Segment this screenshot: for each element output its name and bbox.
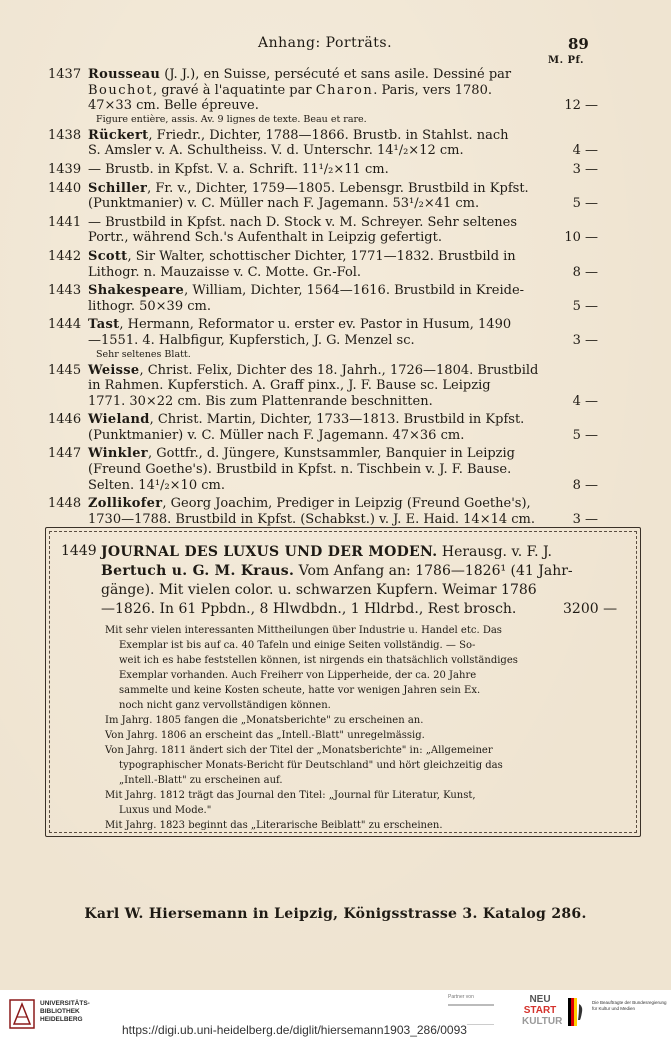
entry-line: [88, 230, 596, 246]
entry-body: [88, 128, 596, 159]
entry-line: [88, 67, 596, 83]
entry-price: 5 —: [572, 196, 598, 212]
feature-line: [101, 600, 639, 619]
federal-eagle-icon: [568, 998, 586, 1026]
entry-price: 5 —: [572, 298, 598, 314]
publisher-footer: Karl W. Hiersemann in Leipzig, Königsstrasse 3. Katalog 286.: [84, 906, 587, 922]
neustart-line-3: KULTUR: [522, 1016, 563, 1027]
feature-text: —1826. In 61 Ppbdn., 8 Hlwdbdn., 1 Hldrbd., Rest brosch.: [101, 601, 517, 617]
entry-line: [88, 394, 596, 410]
entry-name: Tast: [88, 317, 120, 333]
university-library-logo-icon[interactable]: [8, 998, 36, 1030]
entry-text: , Sir Walter, schottischer Dichter, 1771—1832. Brustbild in: [127, 248, 516, 264]
entry-line: [88, 249, 596, 265]
entry-note: Sehr seltenes Blatt.: [96, 348, 191, 360]
entry-text: —1551. 4. Halbfigur, Kupferstich, J. G. Menzel sc.: [88, 332, 415, 348]
entry-text: , Friedr., Dichter, 1788—1866. Brustb. in Stahlst. nach: [148, 127, 509, 143]
entry-line: [88, 478, 596, 494]
entry-number: 1437: [48, 67, 82, 82]
entry-text: , gravé à l'aquatinte par: [152, 82, 316, 98]
entry-text: (Punktmanier) v. C. Müller nach F. Jagemann. 47×36 cm.: [88, 427, 465, 443]
running-head: [0, 35, 671, 53]
catalog-entry: [48, 283, 596, 314]
entry-line: [88, 181, 596, 197]
feature-note-line: Von Jahrg. 1806 an erscheint das „Intell.-Blatt" unregelmässig.: [105, 730, 425, 741]
feature-entry: [61, 543, 639, 833]
entry-name: Rousseau: [88, 67, 161, 82]
feature-note-line: Exemplar ist bis auf ca. 40 Tafeln und einige Seiten vollständig. — So-: [119, 640, 476, 651]
feature-text: Herausg. v. F. J.: [437, 544, 553, 560]
entry-line: [88, 317, 596, 333]
feature-note-line: „Intell.-Blatt" zu erscheinen auf.: [119, 775, 283, 786]
entry-text: in Rahmen. Kupferstich. A. Graff pinx., J. F. Bause sc. Leipzig: [88, 378, 491, 394]
entry-name: Shakespeare: [88, 283, 185, 299]
entry-price: 3 —: [572, 161, 598, 177]
entry-line: [88, 446, 596, 462]
bkm-label: Die Beauftragte der Bundesregierung für Kultur und Medien: [592, 1000, 667, 1011]
entry-price: 3 —: [572, 511, 598, 527]
entry-line: [88, 83, 596, 99]
entry-name: Wieland: [88, 412, 150, 428]
feature-body: [101, 543, 639, 619]
entry-price: 10 —: [564, 230, 598, 246]
entry-list: [48, 67, 596, 530]
entry-text: Portr., während Sch.'s Aufenthalt in Leipzig gefertigt.: [88, 230, 442, 246]
page-url[interactable]: https://digi.ub.uni-heidelberg.de/diglit/hiersemann1903_286/0093: [122, 1023, 467, 1037]
entry-price: 4 —: [572, 143, 598, 159]
entry-text: 1730—1788. Brustbild in Kpfst. (Schabkst.) v. J. E. Haid. 14×14 cm.: [88, 511, 536, 527]
entry-text: (J. J.), en Suisse, persécuté et sans asile. Dessiné par: [160, 67, 512, 82]
entry-line: [88, 283, 596, 299]
university-library-name: [40, 1000, 90, 1024]
entry-number: 1447: [48, 446, 82, 462]
partner-label: Partner von: [448, 994, 474, 1000]
entry-body: [88, 363, 596, 410]
feature-note-line: weit ich es habe feststellen können, ist nirgends ein thatsächlich vollständiges: [119, 655, 518, 666]
entry-text: , Hermann, Reformator u. erster ev. Pastor in Husum, 1490: [119, 317, 512, 333]
feature-note-line: Luxus und Mode.": [119, 805, 212, 816]
catalog-entry: [48, 496, 596, 527]
entry-text: , Christ. Felix, Dichter des 18. Jahrh., 1726—1804. Brustbild: [139, 362, 539, 378]
feature-price: 3200 —: [563, 601, 618, 617]
catalog-entry: [48, 181, 596, 212]
entry-number: 1446: [48, 412, 82, 428]
entry-price: 12 —: [564, 98, 598, 114]
entry-price: 8 —: [572, 264, 598, 280]
library-line-3: HEIDELBERG: [40, 1016, 83, 1023]
feature-number: 1449: [61, 543, 97, 559]
entry-price: 8 —: [572, 477, 598, 493]
entry-name: Weisse: [88, 362, 140, 378]
entry-text: , Fr. v., Dichter, 1759—1805. Lebensgr. Brustbild in Kpfst.: [147, 180, 529, 196]
entry-engraver: Charon: [315, 82, 374, 98]
feature-note-line: Mit sehr vielen interessanten Mittheilungen über Industrie u. Handel etc. Das: [105, 625, 502, 636]
feature-note-line: Mit Jahrg. 1812 trägt das Journal den Titel: „Journal für Literatur, Kunst,: [105, 790, 476, 801]
library-line-1: UNIVERSITÄTS-: [40, 1000, 90, 1007]
feature-note-line: noch nicht ganz vervollständigen können.: [119, 700, 331, 711]
entry-line: [88, 496, 596, 512]
feature-line: [101, 562, 639, 581]
entry-number: 1442: [48, 248, 82, 264]
entry-number: 1439: [48, 161, 82, 177]
neustart-line-2: START: [523, 1005, 557, 1016]
entry-line: [88, 215, 596, 231]
entry-line: [88, 462, 596, 478]
catalog-entry: [48, 317, 596, 359]
entry-text: , Gottfr., d. Jüngere, Kunstsammler, Banquier in Leipzig: [147, 446, 515, 462]
entry-text: (Punktmanier) v. C. Müller nach F. Jagemann. 53¹/₂×41 cm.: [88, 196, 480, 212]
catalog-entry: [48, 363, 596, 410]
partner-logo-icon: [448, 1004, 494, 1025]
entry-text: , William, Dichter, 1564—1616. Brustbild in Kreide-: [184, 283, 525, 299]
entry-body: [88, 412, 596, 443]
entry-line: [88, 299, 596, 315]
entry-text: — Brustbild in Kpfst. nach D. Stock v. M. Schreyer. Sehr seltenes: [88, 214, 517, 230]
entry-number: 1440: [48, 180, 82, 196]
feature-line: [101, 543, 639, 562]
entry-note: Figure entière, assis. Av. 9 lignes de texte. Beau et rare.: [96, 113, 367, 125]
entry-line: [88, 512, 596, 528]
catalog-entry: [48, 67, 596, 125]
entry-line: [88, 428, 596, 444]
feature-note-line: Exemplar vorhanden. Auch Freiherr von Lipperheide, der ca. 20 Jahre: [119, 670, 477, 681]
catalog-entry: [48, 162, 596, 178]
entry-text: . Paris, vers 1780.: [373, 82, 492, 98]
feature-text: Vom Anfang an: 1786—1826¹ (41 Jahr-: [294, 563, 573, 579]
entry-engraver: Bouchot: [88, 82, 153, 98]
page-number: 89: [568, 35, 589, 53]
feature-name: Bertuch u. G. M. Kraus.: [101, 563, 295, 579]
entry-line: [88, 363, 596, 379]
entry-text: lithogr. 50×39 cm.: [88, 298, 211, 314]
entry-number: 1443: [48, 283, 82, 299]
entry-number: 1444: [48, 317, 82, 333]
entry-body: [88, 446, 596, 493]
price-column-header: M. Pf.: [548, 55, 584, 66]
catalog-entry: [48, 249, 596, 280]
entry-body: [88, 162, 596, 178]
entry-body: [88, 496, 596, 527]
entry-name: Schiller: [88, 180, 148, 196]
entry-body: [88, 215, 596, 246]
entry-text: — Brustb. in Kpfst. V. a. Schrift. 11¹/₂×11 cm.: [88, 161, 389, 177]
entry-text: (Freund Goethe's). Brustbild in Kpfst. n. Tischbein v. J. F. Bause.: [88, 462, 512, 478]
running-head-title: Anhang: Porträts.: [258, 35, 393, 51]
entry-line: [88, 98, 596, 114]
entry-text: Lithogr. n. Mauzaisse v. C. Motte. Gr.-Fol.: [88, 264, 362, 280]
entry-number: 1448: [48, 496, 82, 512]
neustart-line-1: NEU: [529, 994, 551, 1005]
entry-line: [88, 412, 596, 428]
catalog-entry: [48, 412, 596, 443]
library-line-2: BIBLIOTHEK: [40, 1008, 80, 1015]
entry-line: [88, 143, 596, 159]
catalog-entry: [48, 128, 596, 159]
feature-note-line: sammelte und keine Kosten scheute, hatte vor wenigen Jahren sein Ex.: [119, 685, 481, 696]
feature-note-line: Mit Jahrg. 1823 beginnt das „Literarische Beiblatt" zu erscheinen.: [105, 820, 443, 831]
entry-body: [88, 67, 596, 125]
entry-body: [88, 181, 596, 212]
entry-price: 3 —: [572, 332, 598, 348]
feature-text: gänge). Mit vielen color. u. schwarzen Kupfern. Weimar 1786: [101, 582, 537, 598]
feature-note-line: Von Jahrg. 1811 ändert sich der Titel der „Monatsberichte" in: „Allgemeiner: [105, 745, 493, 756]
neustart-kultur-logo[interactable]: [522, 994, 563, 1032]
feature-line: [101, 581, 639, 600]
entry-line: [88, 196, 596, 212]
entry-line: [88, 265, 596, 281]
entry-name: Winkler: [88, 446, 148, 462]
feature-note-line: typographischer Monats-Bericht für Deutschland" und hört gleichzeitig das: [119, 760, 503, 771]
entry-line: [88, 162, 596, 178]
entry-body: [88, 249, 596, 280]
entry-body: [88, 283, 596, 314]
catalog-entry: [48, 446, 596, 493]
feature-note-line: Im Jahrg. 1805 fangen die „Monatsberichte" zu erscheinen an.: [105, 715, 424, 726]
entry-text: , Christ. Martin, Dichter, 1733—1813. Brustbild in Kpfst.: [149, 412, 525, 428]
entry-name: Rückert: [88, 127, 149, 143]
entry-line: [88, 378, 596, 394]
entry-name: Zollikofer: [88, 496, 163, 512]
entry-text: 1771. 30×22 cm. Bis zum Plattenrande beschnitten.: [88, 393, 433, 409]
entry-text: 47×33 cm. Belle épreuve.: [88, 98, 259, 114]
feature-name: JOURNAL DES LUXUS UND DER MODEN.: [101, 544, 438, 560]
entry-line: [88, 333, 596, 349]
entry-text: S. Amsler v. A. Schultheiss. V. d. Unterschr. 14¹/₂×12 cm.: [88, 143, 464, 159]
entry-number: 1438: [48, 127, 82, 143]
entry-body: [88, 317, 596, 359]
entry-name: Scott: [88, 248, 128, 264]
entry-number: 1441: [48, 214, 82, 230]
entry-price: 4 —: [572, 393, 598, 409]
entry-text: , Georg Joachim, Prediger in Leipzig (Freund Goethe's),: [162, 496, 531, 512]
catalog-entry: [48, 215, 596, 246]
entry-text: Selten. 14¹/₂×10 cm.: [88, 477, 225, 493]
entry-number: 1445: [48, 362, 82, 378]
feature-notes: [105, 623, 565, 833]
entry-line: [88, 128, 596, 144]
entry-price: 5 —: [572, 427, 598, 443]
